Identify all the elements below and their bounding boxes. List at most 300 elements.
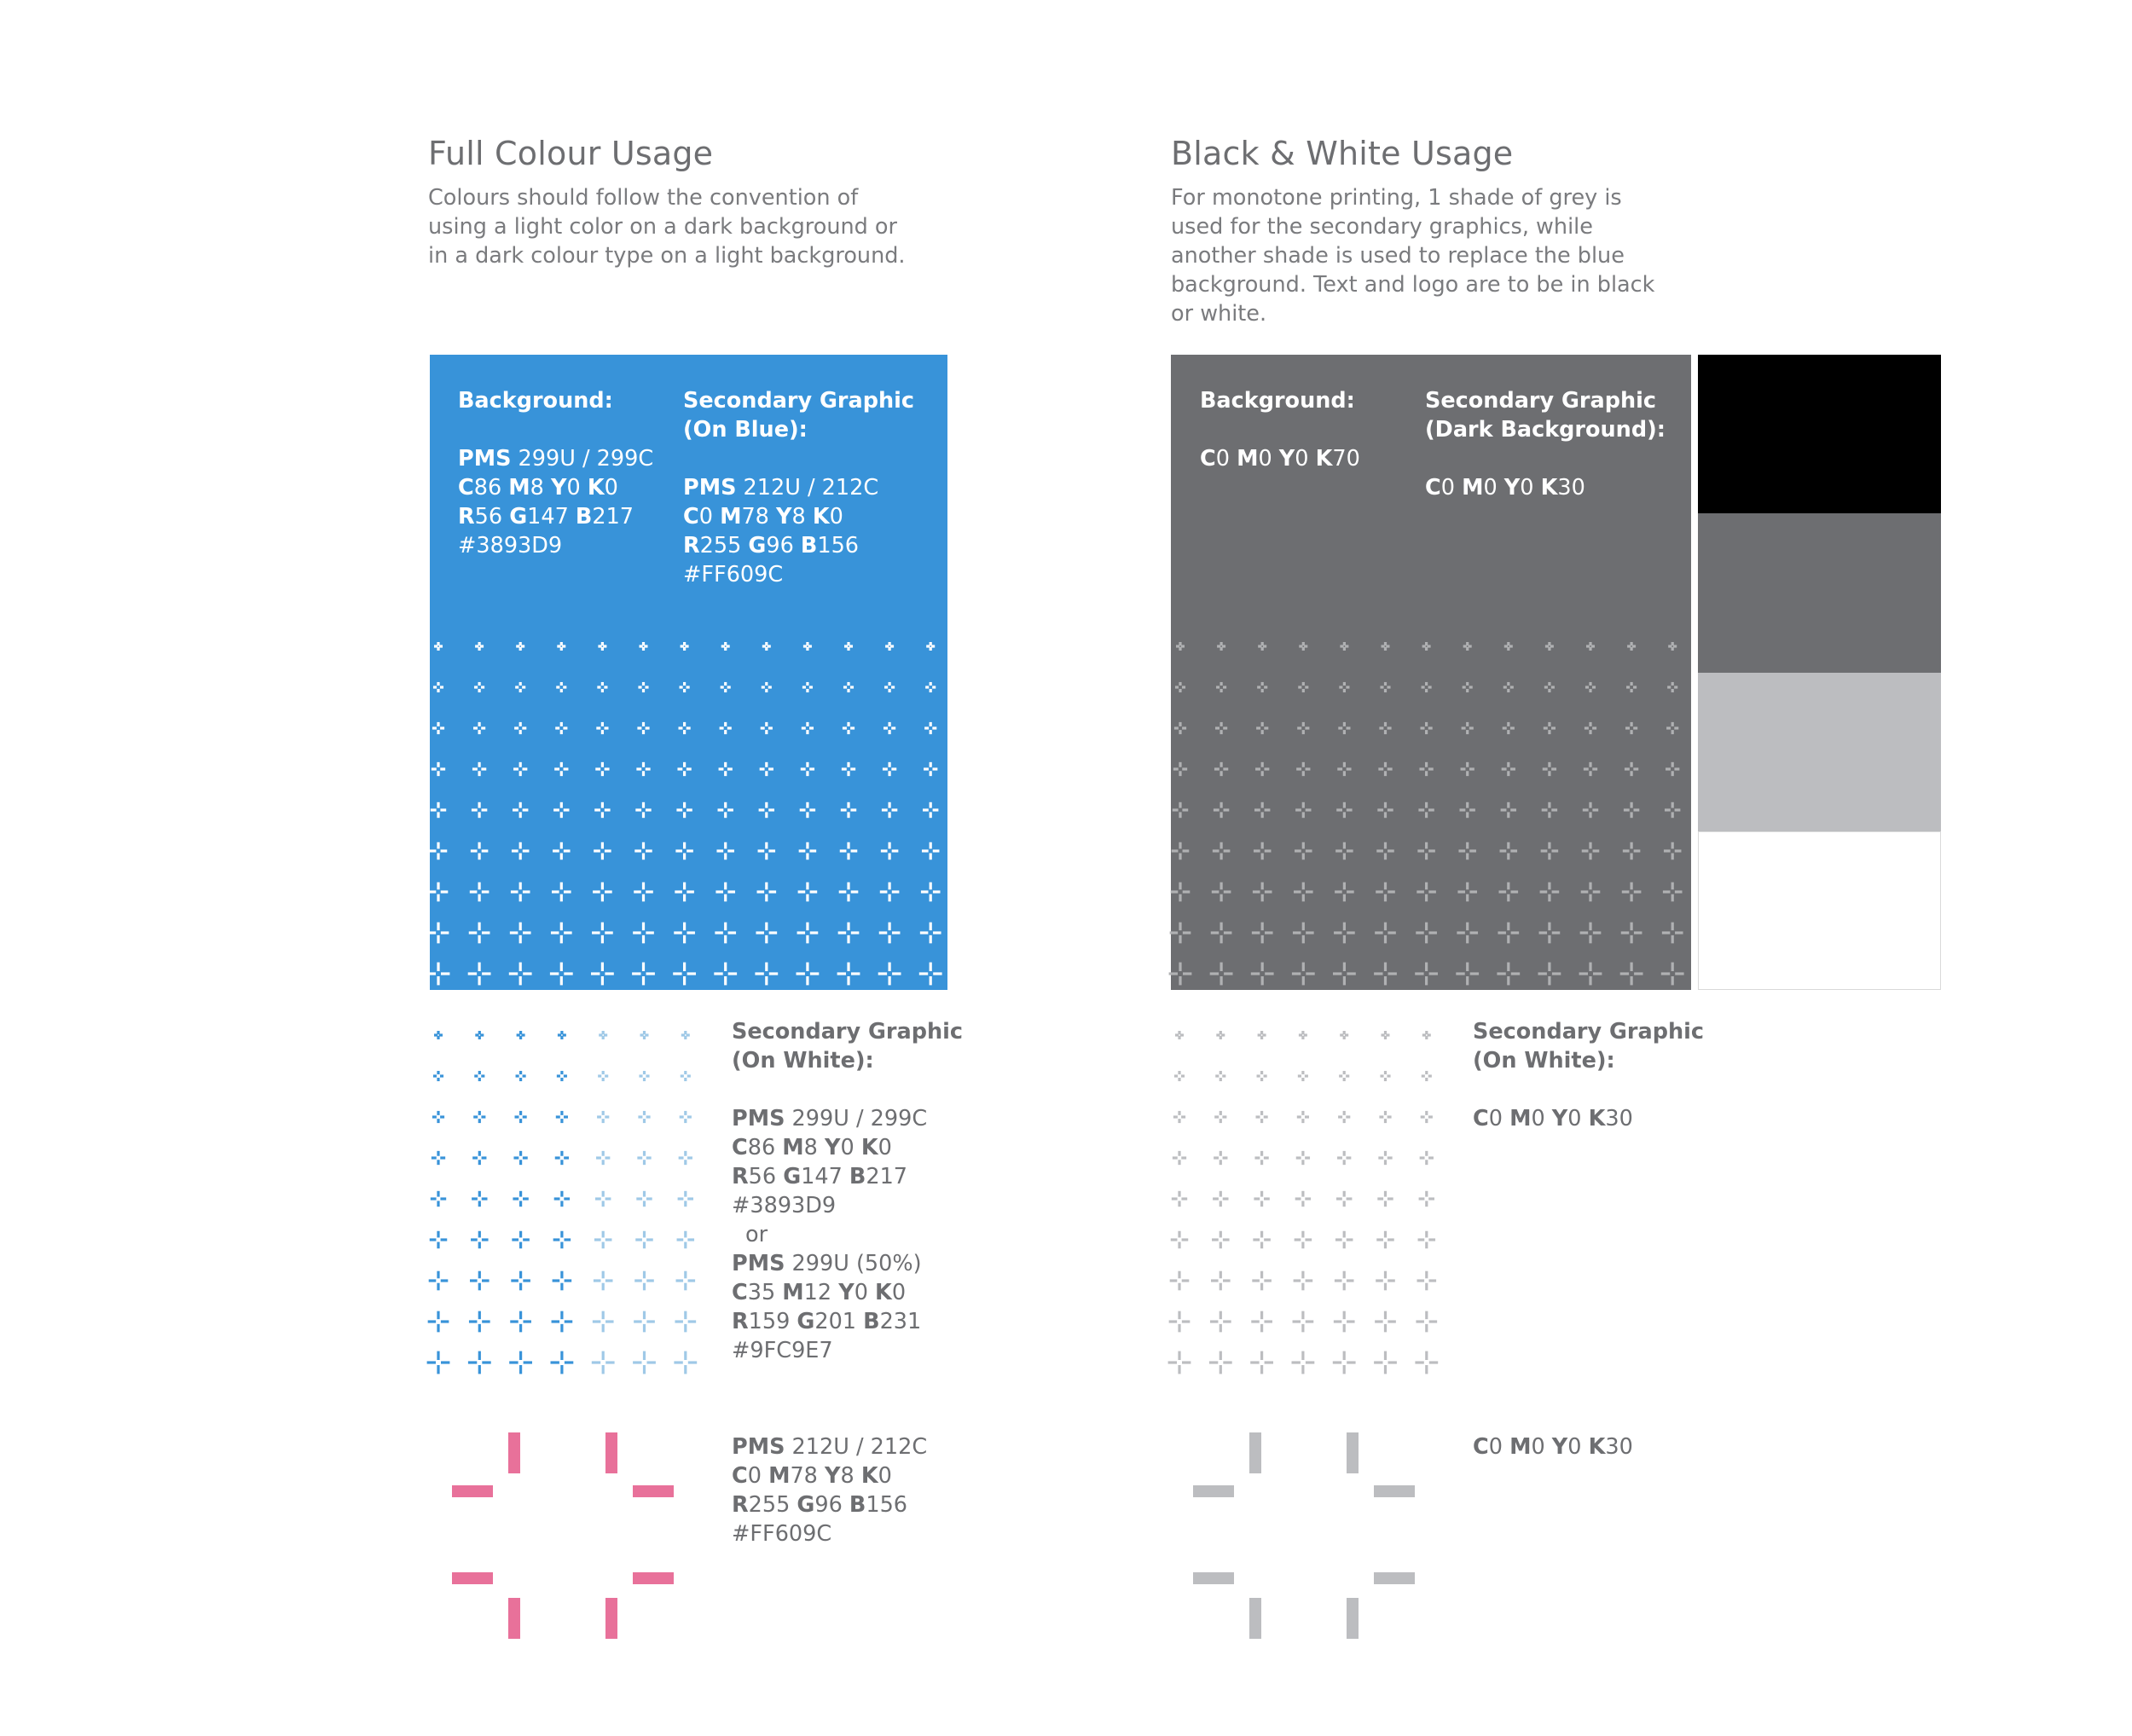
- plus-mark: [597, 1111, 609, 1123]
- plus-mark: [1499, 882, 1519, 902]
- plus-mark: [594, 842, 611, 860]
- plus-mark: [1298, 682, 1308, 692]
- corner-bar: [452, 1572, 493, 1584]
- plus-mark: [1374, 963, 1397, 986]
- plus-mark: [1254, 842, 1272, 860]
- corner-bar: [605, 1432, 617, 1473]
- plus-mark: [1582, 842, 1600, 860]
- plus-mark: [1172, 1191, 1187, 1207]
- plus-mark: [920, 923, 941, 944]
- plus-mark: [800, 802, 815, 818]
- plus-mark: [1420, 1151, 1434, 1165]
- plus-mark: [1498, 923, 1519, 944]
- plus-mark: [923, 802, 938, 818]
- plus-mark: [1298, 1071, 1308, 1081]
- plus-mark: [1336, 802, 1352, 818]
- corner-bar: [452, 1485, 493, 1497]
- plus-mark: [1417, 882, 1436, 902]
- plus-mark: [1214, 1111, 1226, 1123]
- plus-mark: [681, 1071, 691, 1081]
- spec-line: R255 G96 B156: [683, 533, 860, 558]
- plus-mark: [1457, 882, 1477, 902]
- corner-bar: [1193, 1485, 1234, 1497]
- plus-mark: [475, 642, 484, 651]
- plus-mark: [1540, 882, 1560, 902]
- plus-mark: [844, 642, 853, 651]
- plus-mark: [1624, 802, 1639, 818]
- plus-mark: [1295, 1231, 1312, 1249]
- plus-mark: [472, 762, 486, 776]
- plus-mark: [799, 842, 817, 860]
- title-line: (On White):: [1473, 1048, 1615, 1073]
- plus-mark: [593, 882, 612, 902]
- plus-mark: [469, 1311, 490, 1333]
- spec-line: PMS 299U (50%): [732, 1251, 922, 1276]
- plus-mark: [1215, 1071, 1225, 1081]
- plus-mark: [762, 642, 771, 651]
- plus-mark: [474, 1071, 484, 1081]
- plus-mark: [468, 963, 491, 986]
- plus-mark: [1584, 762, 1597, 776]
- plus-mark: [676, 1271, 696, 1291]
- plus-mark: [471, 842, 489, 860]
- background-title: Background:: [458, 388, 613, 414]
- plus-mark: [595, 1191, 611, 1207]
- title-line: (On Blue):: [683, 417, 808, 443]
- plus-mark: [1418, 802, 1434, 818]
- plus-mark: [432, 1151, 445, 1165]
- plus-mark: [678, 1191, 693, 1207]
- plus-mark: [1419, 762, 1433, 776]
- plus-mark: [1621, 923, 1642, 944]
- plus-mark: [557, 1071, 567, 1081]
- plus-mark: [514, 722, 526, 734]
- plus-mark: [1664, 842, 1682, 860]
- corner-bar: [1249, 1432, 1261, 1473]
- shade-swatch: [1698, 673, 1941, 831]
- plus-mark: [637, 1151, 651, 1165]
- plus-mark: [1461, 762, 1474, 776]
- plus-mark: [1661, 963, 1684, 986]
- plus-mark: [469, 923, 490, 944]
- plus-mark: [840, 842, 858, 860]
- plus-mark: [1340, 1031, 1348, 1039]
- plus-mark: [432, 762, 445, 776]
- plus-mark: [675, 882, 694, 902]
- plus-mark: [592, 1351, 615, 1374]
- full-colour-heading: Full Colour Usage: [428, 135, 714, 172]
- spec-line: C0 M78 Y8 K0: [683, 504, 843, 529]
- plus-mark: [760, 762, 773, 776]
- plus-mark: [1662, 923, 1683, 944]
- plus-mark: [798, 882, 818, 902]
- plus-mark: [1417, 842, 1435, 860]
- plus-mark: [1333, 963, 1356, 986]
- corner-bar: [1374, 1485, 1415, 1497]
- bw-accent-spec: [1473, 1432, 1633, 1461]
- plus-mark: [721, 642, 730, 651]
- plus-mark: [1539, 923, 1561, 944]
- plus-mark: [554, 1191, 570, 1207]
- plus-mark: [1170, 923, 1191, 944]
- plus-mark: [1251, 963, 1274, 986]
- plus-mark: [1252, 1271, 1272, 1291]
- plus-mark: [1215, 722, 1227, 734]
- plus-mark: [1579, 963, 1602, 986]
- intro-line: or white.: [1171, 301, 1267, 327]
- plus-mark: [510, 923, 531, 944]
- plus-mark: [1253, 882, 1272, 902]
- plus-mark: [924, 762, 937, 776]
- plus-mark: [674, 1351, 697, 1374]
- plus-mark: [636, 762, 650, 776]
- plus-mark: [1296, 1151, 1310, 1165]
- spec-line: PMS 299U / 299C: [732, 1106, 928, 1131]
- plus-mark: [681, 1031, 690, 1039]
- plus-mark: [1292, 1351, 1315, 1374]
- plus-mark: [797, 923, 819, 944]
- plus-mark: [1250, 1351, 1273, 1374]
- plus-mark: [1214, 1151, 1227, 1165]
- plus-mark: [1340, 642, 1348, 651]
- plus-mark: [1416, 923, 1437, 944]
- plus-mark: [516, 1071, 526, 1081]
- title-line: Secondary Graphic: [1473, 1019, 1704, 1044]
- plus-mark: [1620, 963, 1643, 986]
- plus-mark: [675, 842, 693, 860]
- plus-mark: [471, 1231, 489, 1249]
- plus-mark: [1417, 1271, 1437, 1291]
- spec-line: C0 M78 Y8 K0: [732, 1463, 892, 1489]
- plus-mark: [592, 923, 613, 944]
- plus-mark: [880, 882, 900, 902]
- plus-mark: [1583, 802, 1598, 818]
- plus-mark: [1375, 923, 1396, 944]
- plus-mark: [431, 1191, 446, 1207]
- plus-mark: [634, 1271, 654, 1291]
- plus-mark: [925, 682, 936, 692]
- plus-mark: [1380, 1071, 1390, 1081]
- plus-mark: [1500, 842, 1518, 860]
- plus-mark: [1544, 682, 1555, 692]
- plus-mark: [878, 963, 901, 986]
- plus-mark: [677, 1231, 695, 1249]
- plus-mark: [1543, 762, 1556, 776]
- corner-bar: [1347, 1432, 1359, 1473]
- plus-mark: [1379, 722, 1391, 734]
- plus-mark: [1254, 1191, 1269, 1207]
- plus-mark: [517, 1031, 525, 1039]
- plus-mark: [1295, 802, 1311, 818]
- title-line: Secondary Graphic: [1425, 388, 1656, 414]
- spec-line: R56 G147 B217: [458, 504, 634, 529]
- plus-mark: [1380, 682, 1390, 692]
- plus-mark: [675, 1311, 696, 1333]
- shade-swatch: [1698, 355, 1941, 513]
- plus-mark: [1209, 1351, 1232, 1374]
- plus-mark: [1252, 923, 1273, 944]
- plus-mark: [1626, 682, 1637, 692]
- plus-mark: [1457, 923, 1478, 944]
- plus-mark: [554, 762, 568, 776]
- corner-bar: [1374, 1572, 1415, 1584]
- plus-mark: [1462, 722, 1474, 734]
- plus-mark: [1623, 842, 1641, 860]
- spec-line: #9FC9E7: [732, 1338, 833, 1363]
- plus-mark: [841, 802, 856, 818]
- plus-mark: [681, 642, 689, 651]
- plus-mark: [513, 1151, 527, 1165]
- plus-mark: [556, 1111, 568, 1123]
- plus-mark: [1294, 882, 1313, 902]
- plus-mark: [632, 963, 655, 986]
- plus-mark: [884, 682, 895, 692]
- corner-bar: [633, 1572, 674, 1584]
- plus-mark: [1460, 802, 1475, 818]
- plus-mark: [1545, 642, 1554, 651]
- plus-mark: [427, 1351, 450, 1374]
- title-line: (Dark Background):: [1425, 417, 1666, 443]
- plus-mark: [515, 1111, 527, 1123]
- plus-mark: [599, 1031, 607, 1039]
- plus-mark: [1212, 882, 1231, 902]
- plus-mark: [1339, 682, 1349, 692]
- plus-mark: [1255, 762, 1269, 776]
- plus-mark: [1541, 842, 1559, 860]
- plus-mark: [1170, 1271, 1190, 1291]
- plus-mark: [472, 1191, 487, 1207]
- intro-line: another shade is used to replace the blue: [1171, 243, 1625, 269]
- plus-mark: [1292, 963, 1315, 986]
- plus-mark: [1334, 923, 1355, 944]
- on-white-values: [1473, 1104, 1704, 1133]
- plus-mark: [636, 1191, 652, 1207]
- plus-mark: [1625, 762, 1638, 776]
- plus-mark: [598, 1071, 608, 1081]
- plus-mark: [759, 802, 774, 818]
- on-white-grey-pattern: [1171, 1018, 1444, 1376]
- plus-mark: [1169, 963, 1192, 986]
- plus-mark: [1667, 682, 1677, 692]
- plus-mark: [552, 882, 571, 902]
- plus-mark: [1295, 842, 1312, 860]
- plus-mark: [428, 923, 449, 944]
- plus-mark: [1415, 1351, 1438, 1374]
- plus-mark: [1463, 682, 1473, 692]
- plus-mark: [1257, 682, 1267, 692]
- spec-line: C0 M0 Y0 K70: [1200, 446, 1360, 472]
- corner-bar: [1193, 1572, 1234, 1584]
- corner-bar: [1249, 1598, 1261, 1639]
- plus-mark: [433, 682, 443, 692]
- plus-mark: [1258, 642, 1266, 651]
- intro-line: For monotone printing, 1 shade of grey is: [1171, 185, 1622, 211]
- corner-bar: [508, 1432, 520, 1473]
- plus-mark: [1172, 842, 1190, 860]
- plus-mark: [1378, 762, 1392, 776]
- plus-mark: [1666, 722, 1678, 734]
- plus-mark: [1666, 762, 1679, 776]
- plus-mark: [550, 963, 573, 986]
- plus-mark: [1586, 642, 1595, 651]
- plus-mark: [432, 1111, 444, 1123]
- plus-mark: [558, 1031, 566, 1039]
- plus-mark: [802, 722, 814, 734]
- plus-mark: [513, 802, 528, 818]
- plus-mark: [1336, 1191, 1352, 1207]
- plus-mark: [803, 642, 812, 651]
- corner-bar: [508, 1598, 520, 1639]
- plus-mark: [640, 642, 648, 651]
- intro-line: Colours should follow the convention of: [428, 185, 859, 211]
- plus-mark: [1377, 1191, 1393, 1207]
- plus-mark: [513, 762, 527, 776]
- plus-mark: [1173, 802, 1188, 818]
- plus-mark: [881, 842, 899, 860]
- plus-mark: [552, 1311, 573, 1333]
- plus-mark: [677, 762, 691, 776]
- plus-mark: [801, 762, 814, 776]
- on-white-values: [732, 1104, 963, 1220]
- plus-mark: [555, 722, 567, 734]
- plus-mark: [553, 842, 571, 860]
- plus-mark: [516, 642, 524, 651]
- on-white-pattern: [430, 1018, 703, 1376]
- plus-mark: [1297, 1111, 1309, 1123]
- plus-mark: [513, 1191, 528, 1207]
- plus-mark: [1538, 963, 1561, 986]
- plus-mark: [511, 882, 530, 902]
- plus-mark: [1422, 682, 1432, 692]
- plus-mark: [721, 682, 731, 692]
- plus-mark: [1253, 1231, 1271, 1249]
- spec-line: R255 G96 B156: [732, 1492, 908, 1518]
- spec-line: C86 M8 Y0 K0: [458, 475, 618, 501]
- plus-mark: [1334, 1311, 1355, 1333]
- plus-mark: [555, 1151, 569, 1165]
- plus-mark: [715, 923, 736, 944]
- plus-mark: [473, 722, 485, 734]
- plus-mark: [515, 682, 525, 692]
- plus-mark: [1256, 1111, 1268, 1123]
- spec-line: #3893D9: [458, 533, 563, 558]
- plus-mark: [714, 963, 737, 986]
- shade-swatches: [1698, 355, 1941, 990]
- plus-mark: [596, 1151, 610, 1165]
- plus-mark: [557, 642, 565, 651]
- plus-mark: [1174, 1071, 1185, 1081]
- plus-mark: [1376, 882, 1395, 902]
- plus-mark: [680, 1111, 692, 1123]
- plus-mark: [640, 1031, 649, 1039]
- plus-mark: [1422, 1031, 1431, 1039]
- plus-mark: [1580, 923, 1602, 944]
- background-title: Background:: [1200, 388, 1355, 414]
- plus-mark: [1210, 963, 1233, 986]
- plus-mark: [1256, 722, 1268, 734]
- blue-panel-pattern: [430, 355, 947, 990]
- plus-mark: [1382, 1031, 1390, 1039]
- plus-mark: [1339, 1071, 1349, 1081]
- plus-mark: [474, 682, 484, 692]
- plus-mark: [1379, 1111, 1391, 1123]
- plus-mark: [884, 722, 895, 734]
- plus-mark: [1625, 722, 1637, 734]
- plus-mark: [1257, 1071, 1267, 1081]
- plus-mark: [1585, 722, 1596, 734]
- plus-mark: [591, 963, 614, 986]
- plus-mark: [879, 923, 901, 944]
- plus-mark: [594, 802, 610, 818]
- bw-on-white-spec: [1473, 1017, 1704, 1133]
- plus-mark: [1542, 802, 1557, 818]
- plus-mark: [511, 1271, 530, 1291]
- plus-mark: [1376, 1231, 1394, 1249]
- corner-bar: [605, 1598, 617, 1639]
- plus-mark: [1376, 1271, 1395, 1291]
- plus-mark: [1173, 1151, 1186, 1165]
- plus-mark: [427, 963, 450, 986]
- plus-mark: [1335, 1231, 1353, 1249]
- spec-line: C0 M0 Y0 K30: [1473, 1434, 1633, 1460]
- plus-mark: [597, 682, 607, 692]
- plus-mark: [1581, 882, 1601, 902]
- plus-mark: [1217, 642, 1225, 651]
- plus-mark: [1295, 1191, 1311, 1207]
- plus-mark: [429, 882, 449, 902]
- plus-mark: [1214, 802, 1229, 818]
- plus-mark: [1585, 682, 1596, 692]
- plus-mark: [1422, 1071, 1432, 1081]
- plus-mark: [1502, 762, 1515, 776]
- grey-background-panel: [1171, 355, 1691, 990]
- spec-line: PMS 299U / 299C: [458, 446, 654, 472]
- plus-mark: [1335, 882, 1354, 902]
- plus-mark: [1421, 1111, 1433, 1123]
- spec-line: #FF609C: [683, 562, 784, 587]
- plus-mark: [633, 923, 654, 944]
- plus-mark: [1337, 762, 1351, 776]
- plus-mark: [837, 963, 860, 986]
- plus-mark: [635, 802, 651, 818]
- plus-mark: [1338, 1111, 1350, 1123]
- plus-mark: [634, 882, 653, 902]
- plus-mark: [634, 842, 652, 860]
- plus-mark: [429, 1271, 449, 1291]
- plus-mark: [1213, 1191, 1228, 1207]
- plus-mark: [1171, 882, 1191, 902]
- title-line: Secondary Graphic: [732, 1019, 963, 1044]
- plus-mark: [509, 963, 532, 986]
- plus-mark: [1419, 1191, 1434, 1207]
- plus-mark: [1421, 722, 1433, 734]
- full-colour-intro: [428, 183, 906, 270]
- plus-mark: [553, 1271, 572, 1291]
- spec-line: PMS 212U / 212C: [732, 1434, 928, 1460]
- plus-mark: [718, 802, 733, 818]
- plus-mark: [1497, 963, 1520, 986]
- plus-mark: [1668, 642, 1677, 651]
- or-text: or: [745, 1222, 768, 1247]
- plus-mark: [926, 642, 935, 651]
- plus-mark: [594, 1231, 612, 1249]
- plus-mark: [1665, 802, 1680, 818]
- plus-mark: [633, 1351, 656, 1374]
- title-line: Secondary Graphic: [683, 388, 914, 414]
- plus-mark: [1216, 682, 1226, 692]
- plus-mark: [1458, 842, 1476, 860]
- plus-mark: [430, 1231, 448, 1249]
